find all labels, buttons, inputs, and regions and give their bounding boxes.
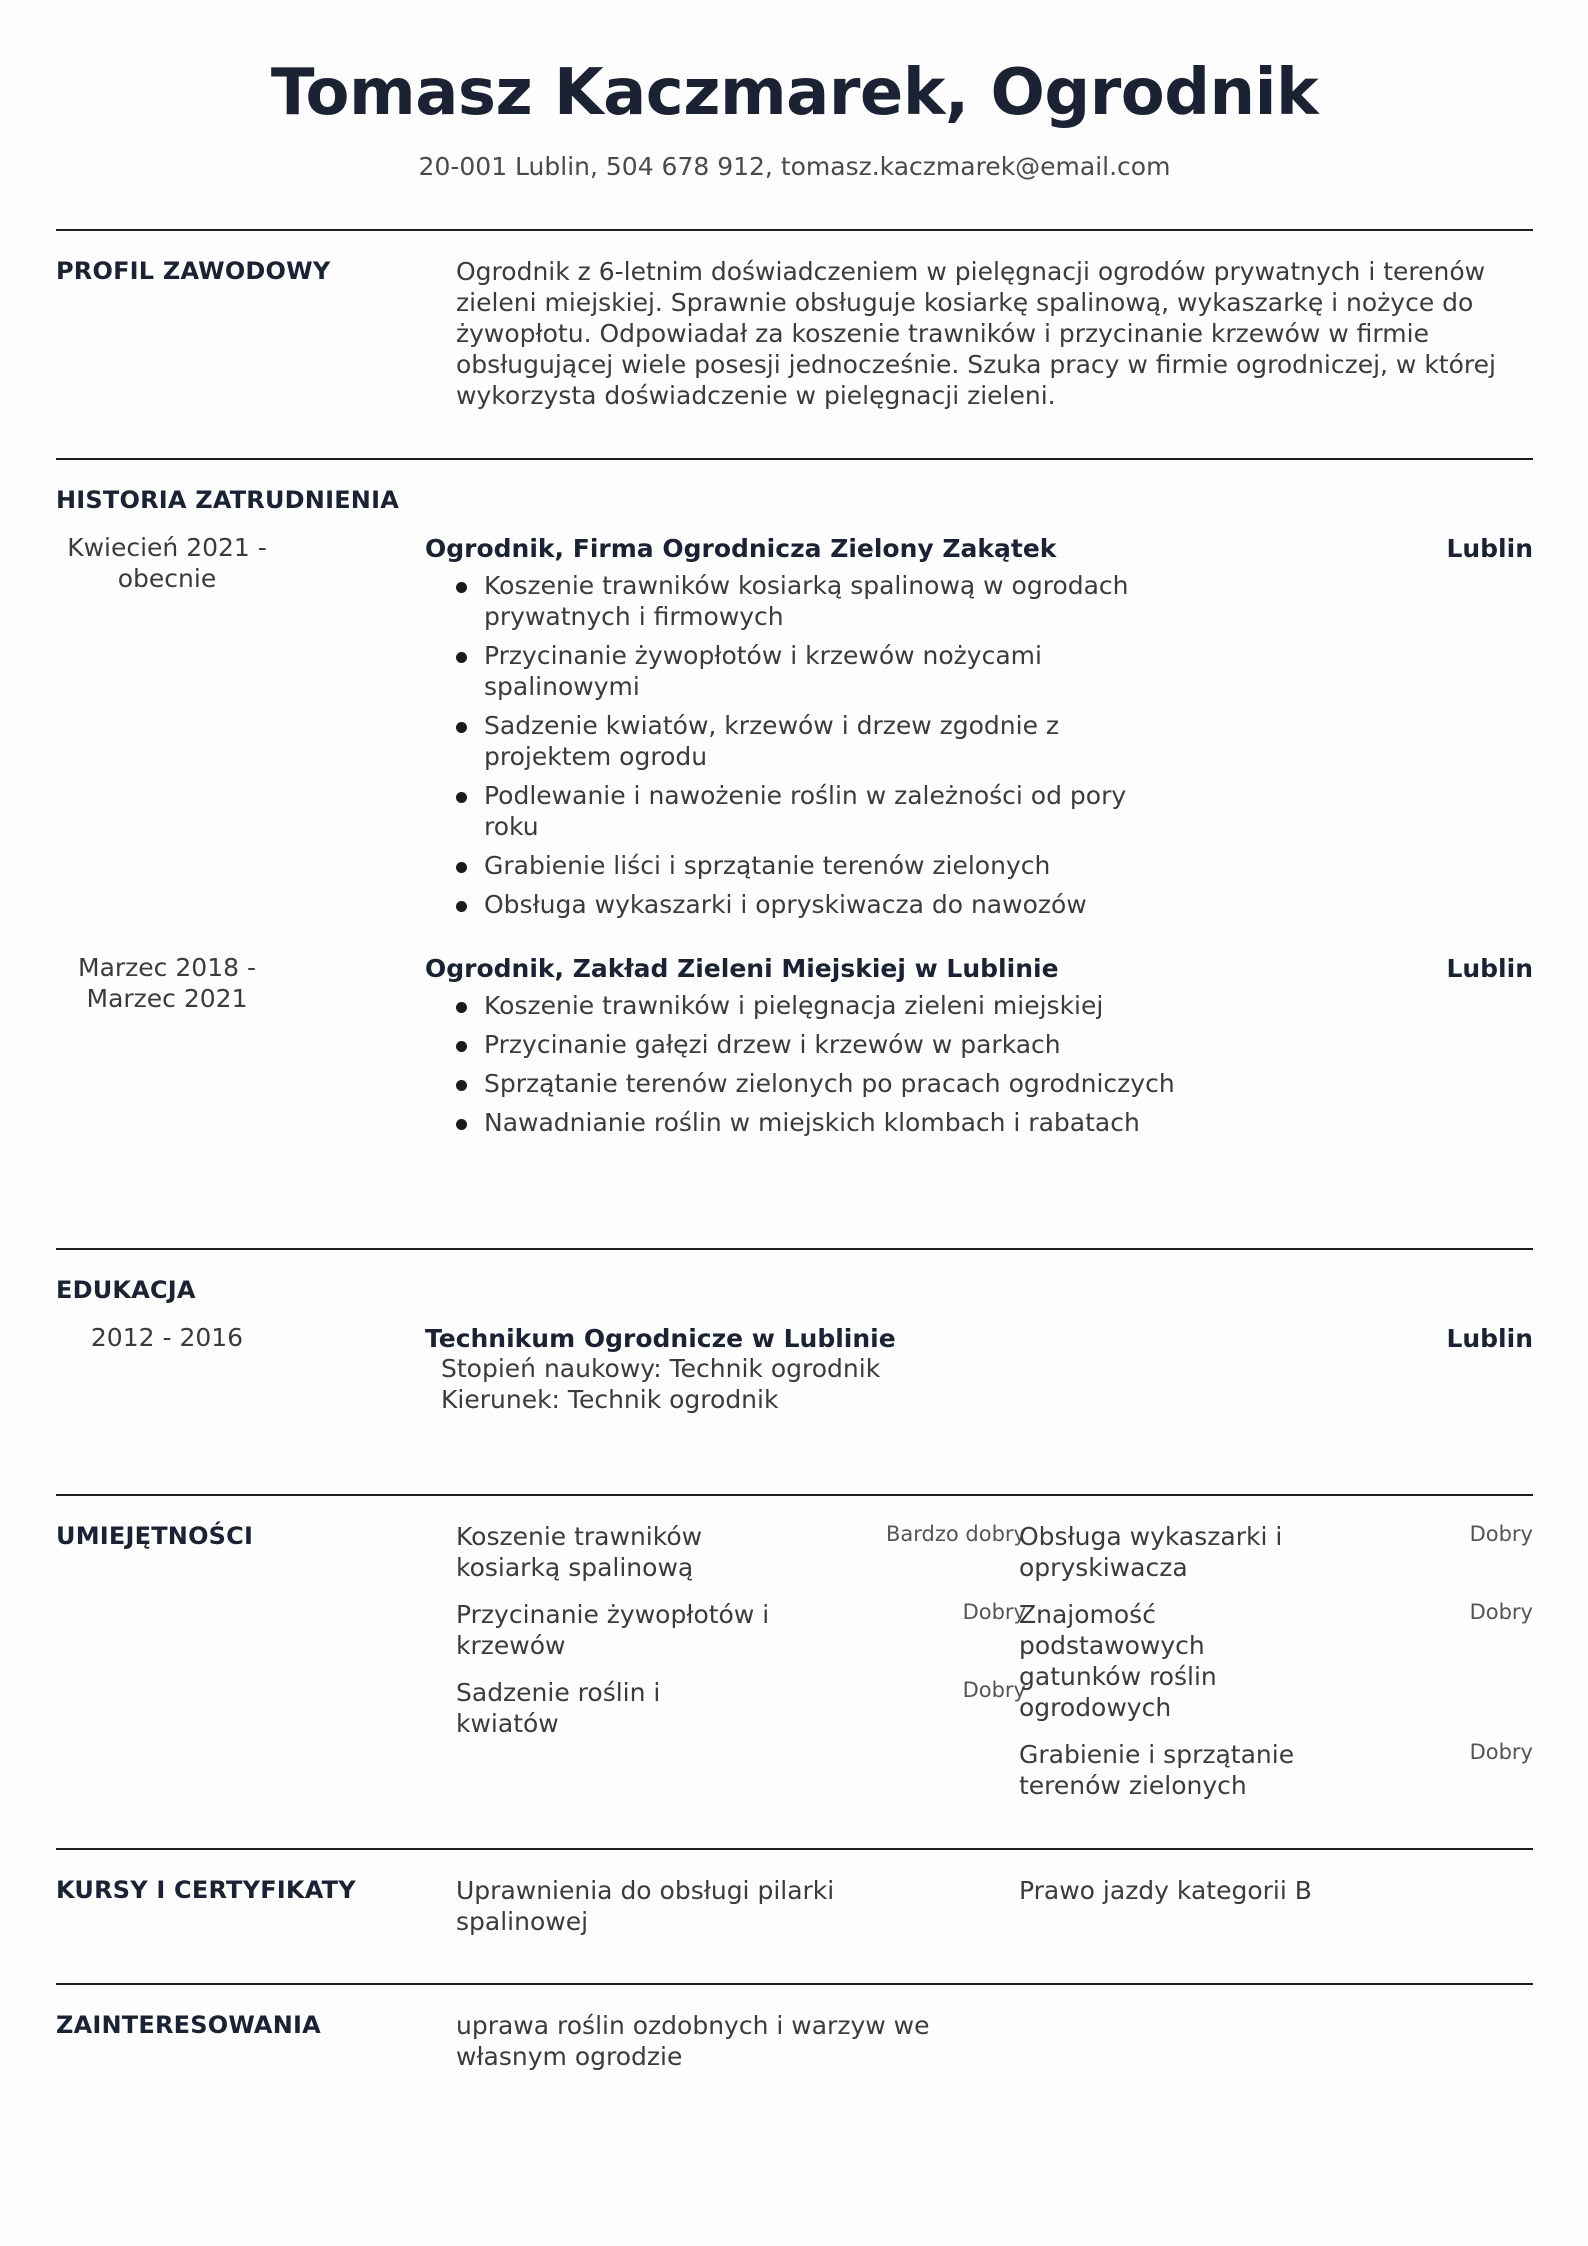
interests-text: uprawa roślin ozdobnych i warzyw we własnym ogrodzie <box>456 2011 930 2071</box>
skill-level: Dobry <box>1469 1740 1533 1764</box>
duty-text: Obsługa wykaszarki i opryskiwacza do nawozów <box>484 890 1087 919</box>
job-2-date <box>56 952 278 1014</box>
section-divider <box>56 229 1533 231</box>
duty-text: Przycinanie żywopłotów i krzewów nożycami spalinowymi <box>484 641 1042 701</box>
skill-level: Dobry <box>1469 1600 1533 1624</box>
duty-text: Koszenie trawników kosiarką spalinową w ogrodach prywatnych i firmowych <box>484 571 1129 631</box>
job-1-date <box>56 532 278 594</box>
list-item <box>456 1068 1176 1099</box>
interests-heading: ZAINTERESOWANIA <box>56 2011 321 2039</box>
education-date: 2012 - 2016 <box>90 1323 244 1352</box>
course-item: Uprawnienia do obsługi pilarki spalinowej <box>456 1876 835 1936</box>
bullet-icon <box>456 1119 467 1130</box>
job-date-line: Marzec 2018 - <box>78 953 256 982</box>
course-item: Prawo jazdy kategorii B <box>1019 1876 1312 1905</box>
skill-name: Obsługa wykaszarki i opryskiwacza <box>1019 1522 1283 1582</box>
job-2-duties <box>456 990 1176 1146</box>
bullet-icon <box>456 582 467 593</box>
list-item <box>456 640 1176 702</box>
list-item <box>456 1029 1176 1060</box>
skill-level: Bardzo dobry <box>886 1522 1026 1546</box>
job-date-line: Marzec 2021 <box>86 984 248 1013</box>
contact-line: 20-001 Lublin, 504 678 912, tomasz.kaczmarek@email.com <box>418 152 1171 181</box>
bullet-icon <box>456 1041 467 1052</box>
skill-level: Dobry <box>962 1600 1026 1624</box>
list-item <box>456 780 1176 842</box>
skill-level: Dobry <box>1469 1522 1533 1546</box>
profile-heading: PROFIL ZAWODOWY <box>56 257 331 285</box>
list-item <box>456 889 1176 920</box>
job-1-title: Ogrodnik, Firma Ogrodnicza Zielony Zakątek <box>425 534 1057 563</box>
job-2-location: Lublin <box>1446 954 1533 983</box>
education-school: Technikum Ogrodnicze w Lublinie <box>425 1324 896 1353</box>
section-divider <box>56 1248 1533 1250</box>
candidate-name: Tomasz Kaczmarek, Ogrodnik <box>270 56 1319 130</box>
duty-text: Podlewanie i nawożenie roślin w zależności od pory roku <box>484 781 1127 841</box>
skill-name: Znajomość podstawowych gatunków roślin ogrodowych <box>1019 1600 1217 1722</box>
job-date-line: Kwiecień 2021 - <box>67 533 267 562</box>
section-divider <box>56 1848 1533 1850</box>
skill-name: Przycinanie żywopłotów i krzewów <box>456 1600 770 1660</box>
bullet-icon <box>456 901 467 912</box>
employment-heading: HISTORIA ZATRUDNIENIA <box>56 486 399 514</box>
list-item <box>456 850 1176 881</box>
bullet-icon <box>456 722 467 733</box>
skill-name: Grabienie i sprzątanie terenów zielonych <box>1019 1740 1295 1800</box>
duty-text: Sadzenie kwiatów, krzewów i drzew zgodnie z projektem ogrodu <box>484 711 1060 771</box>
bullet-icon <box>456 1002 467 1013</box>
list-item <box>456 570 1176 632</box>
job-2-title: Ogrodnik, Zakład Zieleni Miejskiej w Lublinie <box>425 954 1059 983</box>
education-location: Lublin <box>1446 1324 1533 1353</box>
duty-text: Grabienie liści i sprzątanie terenów zielonych <box>484 851 1051 880</box>
skill-name: Koszenie trawników kosiarką spalinową <box>456 1522 703 1582</box>
section-divider <box>56 1494 1533 1496</box>
list-item <box>456 990 1176 1021</box>
section-divider <box>56 458 1533 460</box>
duty-text: Nawadnianie roślin w miejskich klombach i rabatach <box>484 1108 1140 1137</box>
job-1-location: Lublin <box>1446 534 1533 563</box>
job-1-duties <box>456 570 1176 928</box>
duty-text: Przycinanie gałęzi drzew i krzewów w parkach <box>484 1030 1061 1059</box>
education-degree: Stopień naukowy: Technik ogrodnik <box>441 1354 881 1383</box>
courses-heading: KURSY I CERTYFIKATY <box>56 1876 356 1904</box>
education-heading: EDUKACJA <box>56 1276 196 1304</box>
bullet-icon <box>456 862 467 873</box>
bullet-icon <box>456 652 467 663</box>
skill-level: Dobry <box>962 1678 1026 1702</box>
list-item <box>456 710 1176 772</box>
duty-text: Sprzątanie terenów zielonych po pracach ogrodniczych <box>484 1069 1175 1098</box>
skill-name: Sadzenie roślin i kwiatów <box>456 1678 661 1738</box>
profile-text: Ogrodnik z 6-letnim doświadczeniem w pielęgnacji ogrodów prywatnych i terenów zieleni miejskiej. Sprawnie obsługuje kosiarkę spalinową, wykaszarkę i nożyce do żywopłotu. Odpowiadał za koszenie trawników i przycinanie krzewów w firmie obsługującej wiele posesji jednocześnie. Szuka pracy w firmie ogrodniczej, w której wykorzysta doświadczenie w pielęgnacji zieleni. <box>456 257 1496 410</box>
skills-heading: UMIEJĘTNOŚCI <box>56 1522 254 1550</box>
bullet-icon <box>456 1080 467 1091</box>
education-field: Kierunek: Technik ogrodnik <box>441 1385 779 1414</box>
bullet-icon <box>456 792 467 803</box>
list-item <box>456 1107 1176 1138</box>
duty-text: Koszenie trawników i pielęgnacja zieleni miejskiej <box>484 991 1104 1020</box>
job-date-line: obecnie <box>117 564 217 593</box>
section-divider <box>56 1983 1533 1985</box>
